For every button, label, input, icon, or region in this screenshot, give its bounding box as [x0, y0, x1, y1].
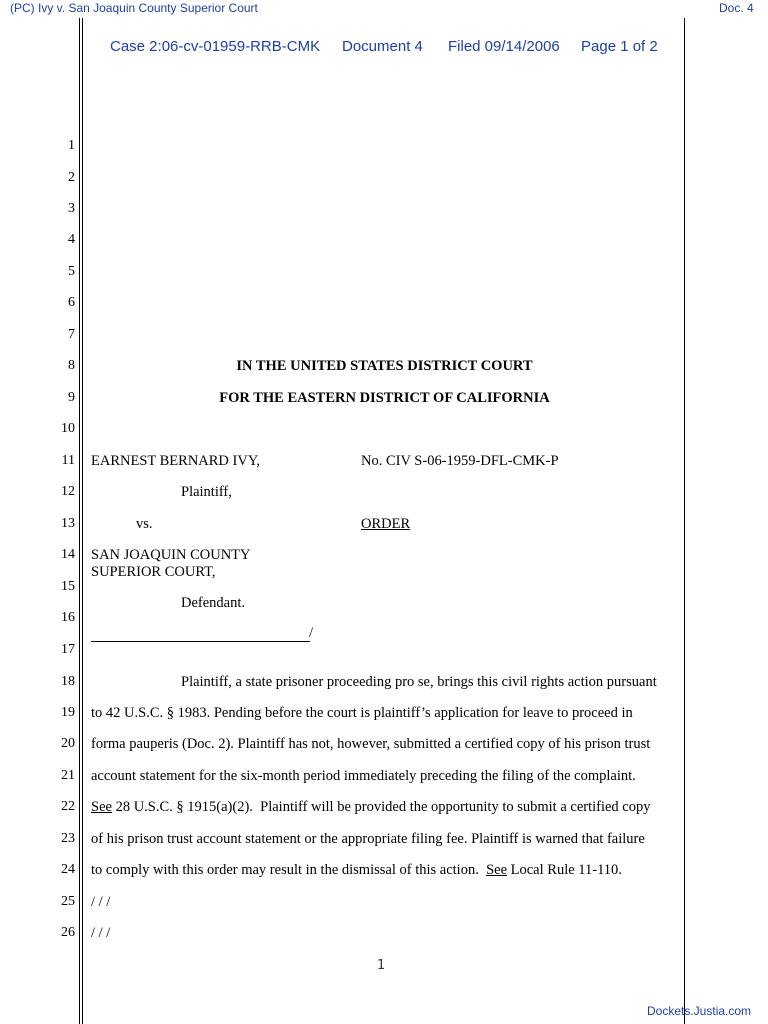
case-number: No. CIV S-06-1959-DFL-CMK-P: [361, 453, 559, 469]
line-number: 10: [61, 421, 75, 436]
doc-number-link[interactable]: Doc. 4: [719, 1, 754, 15]
court-district: FOR THE EASTERN DISTRICT OF CALIFORNIA: [219, 390, 550, 406]
defendant-name-line1: SAN JOAQUIN COUNTY: [91, 547, 251, 563]
body-line-19: to 42 U.S.C. § 1983. Pending before the court is plaintiff’s application for leave to proceed in: [91, 705, 633, 721]
court-title: IN THE UNITED STATES DISTRICT COURT: [236, 358, 533, 374]
body-line-24: [91, 862, 622, 879]
line-number: 4: [68, 232, 75, 247]
page-number: 1: [377, 958, 385, 973]
line-number: 21: [61, 768, 75, 783]
see-citation: See: [91, 799, 112, 815]
line-number: 7: [68, 327, 75, 342]
line-number: 5: [68, 264, 75, 279]
defendant-label: Defendant.: [181, 595, 246, 611]
line-number: 18: [61, 674, 75, 689]
body-line-22: [91, 799, 651, 816]
body-line-24-text: to comply with this order may result in the dismissal of this action.: [91, 862, 487, 878]
line-number: 24: [61, 862, 75, 877]
line-number: 26: [61, 925, 75, 940]
line-number: 16: [61, 610, 75, 625]
plaintiff-label: Plaintiff,: [181, 484, 232, 500]
line-number: 9: [68, 390, 75, 405]
see-citation: See: [486, 862, 508, 878]
body-line-25: / / /: [91, 894, 111, 910]
line-number: 25: [61, 894, 75, 909]
header-filed-date: Filed 09/14/2006: [448, 38, 560, 55]
body-line-20: forma pauperis (Doc. 2). Plaintiff has not, however, submitted a certified copy of his prison trust: [91, 736, 651, 752]
body-line-24-rest: Local Rule 11-110.: [507, 862, 622, 878]
line-number: 8: [68, 358, 75, 373]
header-document: Document 4: [342, 38, 423, 55]
defendant-name-line2: SUPERIOR COURT,: [91, 564, 216, 580]
body-line-18: Plaintiff, a state prisoner proceeding pro se, brings this civil rights action pursuant: [181, 674, 657, 690]
line-number: 3: [68, 201, 75, 216]
line-number: 20: [61, 736, 75, 751]
justia-footer-link[interactable]: Dockets.Justia.com: [647, 1004, 752, 1018]
right-margin-rule: [684, 18, 685, 1024]
line-number: 12: [61, 484, 75, 499]
line-number: 23: [61, 831, 75, 846]
line-number: 2: [68, 170, 75, 185]
line-number: 22: [61, 799, 75, 814]
versus-label: vs.: [136, 516, 153, 532]
line-number: 15: [61, 579, 75, 594]
left-margin-rule-outer: [79, 18, 80, 1024]
docket-title-link[interactable]: (PC) Ivy v. San Joaquin County Superior Court: [10, 1, 258, 15]
caption-underline: [91, 641, 310, 642]
header-case-number: Case 2:06-cv-01959-RRB-CMK: [110, 38, 321, 55]
plaintiff-name: EARNEST BERNARD IVY,: [91, 453, 261, 469]
line-number: 19: [61, 705, 75, 720]
line-number: 6: [68, 295, 75, 310]
body-line-26: / / /: [91, 925, 111, 941]
line-number: 13: [61, 516, 75, 531]
line-number: 1: [68, 138, 75, 153]
order-title: ORDER: [361, 516, 411, 532]
line-number: 17: [61, 642, 75, 657]
line-number: 14: [61, 547, 75, 562]
body-line-22-rest: 28 U.S.C. § 1915(a)(2). Plaintiff will be provided the opportunity to submit a certified copy: [111, 799, 651, 815]
header-page: Page 1 of 2: [581, 38, 658, 55]
left-margin-rule-inner: [82, 18, 83, 1024]
caption-slash: /: [309, 625, 314, 641]
body-line-21: account statement for the six-month period immediately preceding the filing of the complaint.: [91, 768, 636, 784]
line-number: 11: [61, 453, 75, 468]
body-line-23: of his prison trust account statement or the appropriate filing fee. Plaintiff is warned that failure: [91, 831, 645, 847]
